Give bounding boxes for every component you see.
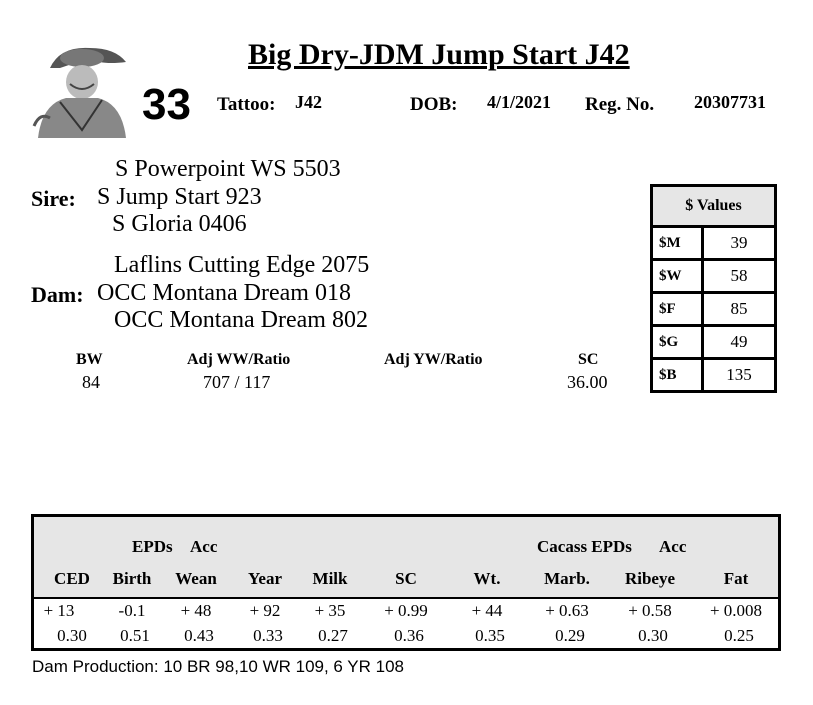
epd-accuracy: 0.43 <box>184 626 214 645</box>
epd-accuracy: 0.51 <box>120 626 150 645</box>
dam-name: OCC Montana Dream 018 <box>97 280 351 306</box>
perf-value-sc: 36.00 <box>567 372 608 392</box>
perf-value-ww: 707 / 117 <box>203 372 271 392</box>
dollar-value: 135 <box>726 365 752 384</box>
epd-accuracy: 0.29 <box>555 626 585 645</box>
dollar-values-row <box>653 324 774 357</box>
epd-value: + 35 <box>314 601 346 620</box>
epd-value: + 0.99 <box>384 601 428 620</box>
epd-column-header: Wt. <box>473 569 501 588</box>
epd-accuracy: 0.27 <box>318 626 348 645</box>
reg-label: Reg. No. <box>585 94 655 115</box>
tattoo-value: J42 <box>295 92 322 112</box>
dollar-values-row <box>653 291 774 324</box>
epd-value: + 44 <box>471 601 503 620</box>
carcass-epd-group-label: Cacass EPDs <box>537 537 632 556</box>
dollar-value-label: $B <box>653 360 704 390</box>
reg-value: 20307731 <box>694 92 766 112</box>
epd-value: + 48 <box>180 601 212 620</box>
perf-header-yw: Adj YW/Ratio <box>384 351 483 368</box>
dollar-value: 39 <box>730 233 748 252</box>
dollar-value: 85 <box>730 299 748 318</box>
perf-header-ww: Adj WW/Ratio <box>187 351 291 368</box>
perf-value-bw: 84 <box>82 372 100 392</box>
dollar-value: 49 <box>730 332 748 351</box>
dam-label: Dam: <box>31 282 84 307</box>
dollar-values-row <box>653 357 774 390</box>
dollar-values-row <box>653 258 774 291</box>
epd-accuracy: 0.36 <box>394 626 424 645</box>
dollar-value-label: $F <box>653 294 704 324</box>
dollar-value-label: $G <box>653 327 704 357</box>
dollar-value-label: $W <box>653 261 704 291</box>
epd-value: -0.1 <box>118 601 146 620</box>
epd-value: + 0.008 <box>709 601 763 620</box>
dollar-value: 58 <box>730 266 748 285</box>
epd-accuracy: 0.30 <box>638 626 668 645</box>
sire-name: S Jump Start 923 <box>97 184 262 210</box>
epd-accuracy: 0.33 <box>253 626 283 645</box>
epd-value: + 13 <box>43 601 75 620</box>
epd-value: + 92 <box>249 601 281 620</box>
perf-header-bw: BW <box>76 351 103 368</box>
sire-label: Sire: <box>31 186 76 211</box>
perf-header-sc: SC <box>578 351 599 368</box>
epd-table <box>31 514 781 651</box>
epd-acc-group-label: Acc <box>190 537 218 556</box>
epd-column-header: Fat <box>723 569 749 588</box>
epd-column-header: CED <box>54 569 90 588</box>
dob-label: DOB: <box>410 94 458 115</box>
dollar-values-row <box>653 228 774 258</box>
epd-column-header: SC <box>395 569 417 588</box>
sire-sire: S Powerpoint WS 5503 <box>115 156 341 182</box>
dollar-values-table <box>650 184 777 393</box>
dob-value: 4/1/2021 <box>487 92 552 112</box>
epd-accuracy: 0.35 <box>475 626 505 645</box>
epd-column-header: Year <box>248 569 282 588</box>
epd-value: + 0.63 <box>545 601 589 620</box>
sire-dam: S Gloria 0406 <box>112 211 247 237</box>
dollar-values-title: $ Values <box>653 187 774 228</box>
dam-production: Dam Production: 10 BR 98,10 WR 109, 6 YR 108 <box>32 657 404 676</box>
dollar-value-label: $M <box>653 228 704 258</box>
carcass-acc-group-label: Acc <box>659 537 687 556</box>
epd-value: + 0.58 <box>628 601 672 620</box>
dam-sire: Laflins Cutting Edge 2075 <box>114 252 370 278</box>
epd-column-header: Marb. <box>544 569 590 588</box>
epd-column-header: Birth <box>112 569 152 588</box>
epd-column-header: Ribeye <box>624 569 676 588</box>
lot-number: 33 <box>142 80 191 129</box>
epd-group-label: EPDs <box>132 537 173 556</box>
page-title: Big Dry-JDM Jump Start J42 <box>248 38 630 71</box>
epd-column-header: Milk <box>312 569 348 588</box>
epd-accuracy: 0.25 <box>724 626 754 645</box>
epd-accuracy: 0.30 <box>57 626 87 645</box>
cowboy-portrait-icon <box>30 38 128 138</box>
epd-column-header: Wean <box>175 569 217 588</box>
tattoo-label: Tattoo: <box>217 94 276 115</box>
dam-dam: OCC Montana Dream 802 <box>114 307 368 333</box>
